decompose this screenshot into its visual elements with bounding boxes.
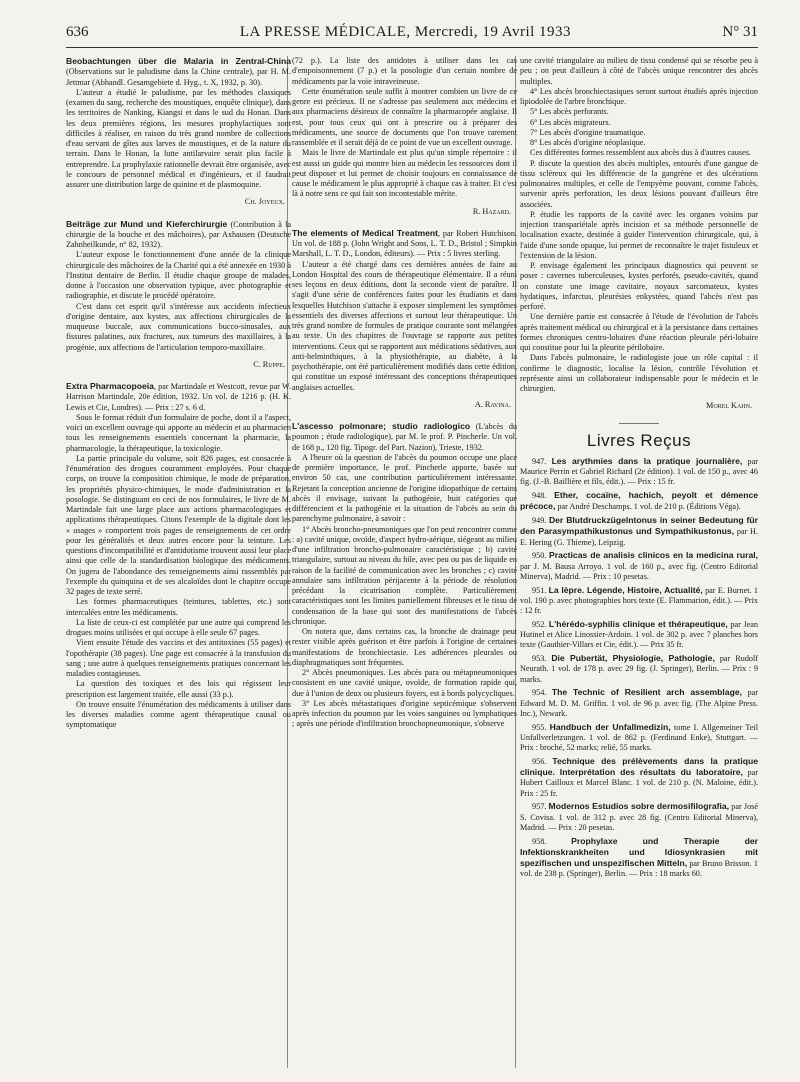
book-title: The Technic of Resilient arch assemblage, [551, 687, 742, 698]
review-paragraph: 5° Les abcès perforants. [530, 107, 609, 117]
book-number: 956. [532, 756, 547, 766]
book-number: 951. [532, 585, 547, 595]
review-paragraph: Dans l'abcès pulmonaire, le radiologiste joue un rôle capital : il confirme le diagnostic, localise la lésion, contrôle l'évolution et représente ainsi un collaborateur indispensable pour le médecin et le chirurgien. [520, 353, 758, 393]
book-details: par Jean Hutinel et Alice Linossier-Ardoin. 1 vol. de 302 p. avec 7 planches hors texte (Gauthier-Villars et Cie, édit.). — Prix 35 fr. [520, 619, 758, 650]
review-paragraph: L'auteur a été chargé dans ces dernières années de faire au London Hospital des cours de thérapeutique élémentaire. Il a réuni ses leçons en deux éditions, dont la seconde vient de paraître. Il s'agit d'une série de conférences faites pour les étudiants et dans lesquelles Hutchison s'attache à exposer simplement les symptômes essentiels des diverses affections et surtout leur thérapeutique. Un très grand nombre de formules de pratique courante sont mélangées au texte. Un des chapitres de l'ouvrage se rapporte aux petites interventions. Ceux qui se rapportent aux médications sédatives, aux anti-helminthiques, à la physiothérapie, au diabète, à la psychothérapie, ont été particulièrement modifiés dans cette édition, qui constitue un exposé intéressant des conceptions thérapeutiques anglaises actuelles. [292, 259, 517, 392]
review-extra-pharmacopoeia-cont [292, 56, 517, 217]
review-paragraph: P. discute la question des abcès multiples, entourés d'une gangue de tissu scléreux qui les différencie de la gangrène et des ulcérations pulmonaires multiples, et celle de l'empyème pouvant, comme l'abcès, survenir après perforation, les deux lésions pouvant d'ailleurs être associées. [520, 158, 758, 209]
book-number: 958. [532, 836, 547, 846]
book-list [520, 456, 758, 880]
book-number: 948. [532, 491, 547, 500]
running-title: LA PRESSE MÉDICALE, Mercredi, 19 Avril 1933 [239, 24, 572, 40]
book-entry [520, 515, 758, 548]
review-title: Beobachtungen über die Malaria in Zentral-China [66, 56, 291, 66]
book-details: par J. M. Bausa Arroyo. 1 vol. de 160 p., avec fig. (Centro Editorial Minerva), Madrid. — Prix : 10 pesetas. [520, 561, 758, 581]
review-medical-treatment [292, 228, 517, 410]
review-paragraph: Sous le format réduit d'un formulaire de poche, dont il a l'aspect, voici un excellent ouvrage qui apporte au médecin et au pharmacien tous les renseignements essentiels concernant la pharmacie, la pharmacologie, la thérapeutique, la toxicologie. [66, 412, 291, 453]
book-title: Ether, cocaïne, hachich, peyolt et démence précoce, [520, 490, 758, 512]
book-title: Les arythmies dans la pratique journalière, [551, 455, 743, 466]
book-entry [520, 756, 758, 799]
review-paragraph: Une dernière partie est consacrée à l'étude de l'évolution de l'abcès après traitement médical ou chirurgical et à la persistance dans certaines formes chroniques centro-lobaires d'une réaction pleurale péri-lobaire qui constitue pour lui la pleurite périlobaire. [520, 312, 758, 352]
book-title: La lèpre. Légende, Histoire, Actualité, [548, 584, 703, 595]
review-kieferchirurgie [66, 219, 291, 371]
review-paragraph: Mais le livre de Martindale est plus qu'un simple répertoire : il est aussi un guide qui montre bien au médecin les ressources dont il peut disposer et lui permet de choisir toujours en connaissance de cause le médicament le plus approprié à chaque cas à traiter. Et c'est là à notre sens ce qui fait son incontestable mérite. [292, 148, 517, 199]
book-title: Prophylaxe und Therapie der Infektionskrankheiten und Idiosynkrasien mit spezifischen und unspezifischen Mitteln, [520, 835, 758, 868]
book-number: 949. [532, 516, 547, 525]
book-details: par José S. Covisa. 1 vol. de 312 p. avec 28 fig. (Centro Editorial Minerva), Madrid. — Prix : 20 pesetas. [520, 802, 758, 832]
review-paragraph: 3° Les abcès métastatiques d'origine septicémique s'observent après infection du poumon par les voies sanguines ou lymphatiques ; après une période d'infiltration bronchopneumonique, s'observe [292, 698, 517, 729]
book-details: tome I. Allgemeiner Teil Unfallverletzungen. 1 vol. de 862 p. (Ferdinand Enke), Stuttgart. — Prix : broché, 52 marks; relié, 55 marks. [520, 722, 758, 752]
review-paragraph: L'auteur expose le fonctionnement d'une année de la clinique chirurgicale des mâchoires de la Charité qui a été annexée en 1930 à l'Institut dentaire de Berlin. Il étudie chaque groupe de malades, donne à l'occasion une observation typique, avec photographie et radiographie, et discute le procédé opératoire. [66, 250, 291, 301]
review-paragraph: 2° Abcès pneumoniques. Les abcès para ou métapneumoniques consistent en une cavité unique, ovoïde, de formation rapide qui, due à l'union de deux ou plusieurs foyers, est à bords polycycliques. [292, 668, 517, 698]
review-meta: (Contribution à la chirurgie de la bouche et des mâchoires), par Axhausen (Deutsche Zahnheilkunde, n° 82, 1932). [66, 219, 291, 249]
review-paragraph: Cette énumération seule suffit à montrer combien un livre de ce genre est précieux. Il ne s'adresse pas seulement aux médecins et aux pharmaciens désireux de connaître la pharmacopée anglaise. Il est, pour tous ceux qui ont à prescrire ou à préparer des médicaments, une source de documents que l'on trouve rarement rassemblée et il serait déjà de ce point de vue un excellent ouvrage. [292, 86, 517, 147]
book-entry [520, 619, 758, 651]
header-rule [66, 47, 758, 48]
livres-recus-heading: Livres Reçus [586, 430, 692, 450]
book-number: 953. [532, 654, 547, 663]
review-paragraph: C'est dans cet esprit qu'il s'intéresse aux accidents infectieux d'origine dentaire, aux kystes, aux affections chirurgicales de la muqueuse buccale, aux communications bucco-sinusales, aux fissures palatines, aux fractures, aux tumeurs des maxillaires, à la progénie, aux affections de l'articulation temporo-maxillaire. [66, 301, 291, 352]
review-ascesso-polmonare [292, 421, 517, 730]
review-meta: (Observations sur le paludisme dans la Chine centrale), par H. M. Jettmar (Abhandl. Gesamgebiete d. Hyg., t. X, 1932, p. 30). [66, 67, 291, 87]
section-rule [619, 423, 659, 424]
review-paragraph: 7° Les abcès d'origine traumatique. [530, 127, 646, 137]
book-number: 955. [532, 722, 547, 732]
review-title: Extra Pharmacopoeia [66, 381, 154, 391]
book-title: Technique des prélèvements dans la pratique clinique. Interprétation des résultats du laboratoire, [520, 755, 758, 777]
book-details: par Edward M. D. M. Griffin. 1 vol. de 96 p. avec fig. (The Alpine Press. Inc.), Newark. [520, 688, 758, 718]
review-paragraph: 1° Abcès broncho-pneumoniques que l'on peut rencontrer comme : a) cavité unique, ovoïde, d'aspect hydro-aérique, siégeant au milieu d'une infiltration broncho-pulmonaire caractéristique ; b) cavité triangulaire, surtout au niveau du hile, avec peu ou pas de liquide en raison de la facilité de communication avec les bronches ; c) cavité annulaire sans infiltration périjacente à la période de résolution précédant la cicatrisation complète. Particulièrement caractéristiques sont les limites partiellement fibreuses et le tissu de condensation de la base qui sont des manifestations de l'abcès chronique. [292, 524, 517, 626]
book-entry [520, 687, 758, 719]
book-details: par Maurice Perrin et Gabriel Richard (2e édition). 1 vol. de 150 p., avec 46 fig. (J.-B. Baillière et fils, édit.). — Prix : 15 fr. [520, 456, 758, 487]
book-entry [520, 653, 758, 685]
review-paragraph: 4° Les abcès bronchiectasiques seront surtout étudiés après injection lipiodolée de l'arbre bronchique. [520, 86, 758, 106]
review-paragraph: A l'heure où la question de l'abcès du poumon occupe une place de première importance, le prof. Pincherle apporte, basée sur environ 50 cas, une contribution particulièrement intéressante. Rejetant la conception ancienne de l'origine idiopathique de certains abcès il envisage, suivant la pathogénie, huit catégories que différencient et la pathogénie et la situation de l'abcès au sein du parenchyme pulmonaire, à savoir : [292, 452, 517, 524]
page-header [66, 24, 758, 44]
book-entry [520, 836, 758, 880]
review-paragraph: La question des toxiques et des lois qui régissent leur prescription est largement traitée, elle aussi (33 p.). [66, 679, 291, 699]
book-details: par E. Burnet. 1 vol. 190 p. avec photographies hors texte (E. Flammarion, édit.). — Prix : 12 fr. [520, 585, 758, 615]
review-meta: , par Martindale et Westcott, revue par W. Harrison Martindale, 20e édition, 1932. Un vol. de 1216 p. (H. K. Lewis et Cie, Londres). — Prix : 27 s. 6 d. [66, 382, 291, 412]
book-title: L'hérédo-syphilis clinique et thérapeutique, [548, 618, 728, 629]
book-details: par André Deschamps. 1 vol. de 210 p. (Éditions Véga). [557, 502, 741, 512]
review-signature: Morel Kahn. [706, 401, 752, 411]
review-signature: Ch. Joyeux. [244, 197, 285, 207]
book-entry [520, 490, 758, 513]
review-paragraph: Ces différentes formes ressemblent aux abcès dus à d'autres causes. [530, 148, 751, 158]
review-title: Beiträge zur Mund und Kieferchirurgie [66, 218, 228, 229]
review-paragraph: On trouve ensuite l'énumération des médicaments à utiliser dans les diverses maladies comme agent thérapeutique causal ou symptomatique [66, 699, 291, 730]
page-number: 636 [66, 24, 89, 40]
review-signature: R. Hazard. [472, 206, 511, 216]
review-malaria [66, 56, 291, 208]
book-entry [520, 801, 758, 833]
review-extra-pharmacopoeia [66, 381, 291, 731]
book-number: 950. [532, 551, 547, 561]
book-title: Der Blutdruckzügelntonus in seiner Bedeutung für den Parasympathikustonus und Sympathikustonus, [520, 515, 758, 537]
review-paragraph: (72 p.). La liste des antidotes à utiliser dans les cas d'empoisonnement (7 p.) et la posologie d'un certain nombre de médicaments par la voie intraveineuse. [292, 56, 517, 86]
column-3 [520, 56, 758, 1070]
book-entry [520, 722, 758, 754]
book-details: par H. E. Hering (G. Thieme), Leipzig. [520, 527, 758, 547]
book-details: par Rudolf Neurath. 1 vol. de 178 p. avec 29 fig. (J. Springer), Berlin. — Prix : 9 marks. [520, 654, 758, 684]
book-entry [520, 456, 758, 488]
review-title: L'ascesso polmonare; studio radiologico [292, 421, 471, 431]
book-title: Practicas de analisis clinicos en la medicina rural, [549, 550, 758, 561]
book-number: 954. [532, 688, 547, 698]
review-meta: , par Robert Hutchison. Un vol. de 188 p. (John Wright and Sons, L. T. D., Bristol ; Simpkin Marshall, L. T. D., London, éditeurs). — Prix : 5 livres sterling. [292, 228, 517, 259]
review-signature: C. Ruppe. [253, 359, 285, 369]
review-paragraph: L'auteur a étudié le paludisme, par les méthodes classiques (examen du sang, recherche des moustiques, enquête clinique), dans les territoires de Nanking, Kiangsi et dans le sud du Honan. Dans les deux premières régions, les mesures prophylactiques sont difficiles à réaliser, en raison du très grand nombre de collections d'eau servant de gîtes aux larves de moustiques, et de la nature du terrain. Dans le Honan, la lutte antilarvaire serait plus facile à entreprendre. La prophylaxie rationnelle devrait être organisée, avec le concours de personnel médical et d'ingénieurs, et il faudrait assurer une distribution large de quinine et de plasmoquine. [66, 87, 291, 189]
review-paragraph: 8° Les abcès d'origine néoplasique. [530, 138, 646, 147]
review-title: The elements of Medical Treatment [292, 227, 438, 238]
review-paragraph: La liste de ceux-ci est complétée par une autre qui comprend les drogues moins utilisées et qui occupe à elle seule 67 pages. [66, 617, 291, 637]
review-paragraph: La partie principale du volume, soit 826 pages, est consacrée à l'énumération des drogues couramment employées. Pour chaque corps, on trouve la composition chimique, le mode de préparation, les propriétés physico-chimiques, le mode d'administration et la posologie. Se distinguant en ceci de nos formulaires, le livre de M. Martindale fait une large place aux actions pharmacologiques et applications thérapeutiques. Citons l'exemple de la digitale dont les « usages » comportent trois pages de renseignements de cet ordre pour les généralités et deux autres encore pour la teinture. Les questions d'incompatibilité et d'antidotisme trouvent aussi leur place ainsi que celle de la standardisation biologique des médicaments. On jugera de l'abondance des renseignements ainsi rassemblés par l'exemple du quinquina et de ses alcaloïdes dont le chapitre occupe 32 pages de texte serré. [66, 453, 291, 596]
column-1 [66, 56, 291, 1070]
review-paragraph: Vient ensuite l'étude des vaccins et des antitoxines (55 pages) et l'opothérapie (38 pages). Une page est consacrée à la transfusion du sang ; une autre à quelques renseignements pratiques concernant les maladies contagieuses. [66, 638, 291, 678]
book-title: Modernos Estudios sobre dermosifilografia, [548, 801, 730, 812]
review-paragraph: P. étudie les rapports de la cavité avec les organes voisins par injection transpariétale après incision et sa méthode personnelle de localisation exacte, destinée à guider l'intervention chirurgicale, qui, à l'aide d'une sonde opaque, lui permet de reconnaître le trajet fistuleux et l'extension de la lésion. [520, 209, 758, 260]
book-number: 957. [532, 802, 547, 812]
book-details: par Bruno Brisson. 1 vol. de 238 p. (Springer), Berlin. — Prix : 18 marks 60. [520, 859, 758, 879]
book-title: Die Pubertät, Physiologie, Pathologie, [551, 653, 715, 663]
book-number: 947. [532, 456, 547, 466]
book-title: Handbuch der Unfallmedizin, [549, 721, 671, 732]
review-paragraph: Les formes pharmaceutiques (teintures, tablettes, etc.) sont intercalées entre les médicaments. [66, 597, 291, 617]
column-2 [292, 56, 517, 1070]
issue-number: N° 31 [722, 24, 758, 40]
review-paragraph: 6° Les abcès migrateurs. [530, 117, 611, 127]
review-paragraph: une cavité triangulaire au milieu de tissu condensé qui se résorbe peu à peu ; on peut d'ailleurs à côté de l'abcès unique rencontrer des abcès multiples. [520, 56, 758, 86]
review-ascesso-polmonare-cont [520, 56, 758, 412]
book-entry [520, 550, 758, 582]
review-paragraph: On notera que, dans certains cas, la bronche de drainage peut rester visible après guérison et être parfois à l'origine de certaines manifestations de bronchiectasie. Les adhérences pleurales ou diaphragmatiques sont fréquentes. [292, 627, 517, 667]
review-meta: (L'abcès du poumon ; étude radiologique), par M. le prof. P. Pincherle. Un vol. de 168 p., 120 fig. Tipogr. del Part. Nazion), Trieste, 1932. [292, 422, 517, 452]
book-entry [520, 585, 758, 617]
book-details: par Hubert Cailloux et Marcel Blanc. 1 vol. de 210 p. (N. Maloine, édit.). Prix : 25 fr. [520, 768, 758, 798]
book-number: 952. [532, 619, 547, 629]
review-paragraph: P. envisage également les principaux diagnostics qui peuvent se poser : cavernes tuberculeuses, kystes perforés, pseudo-cavités, quand on constate une image cavitaire, noyaux sarcomateux, kystes hydatiques, infarctus, pleurésies enkystées, quand l'abcès n'est pas perforé. [520, 261, 758, 311]
review-signature: A. Ravina. [474, 399, 511, 409]
